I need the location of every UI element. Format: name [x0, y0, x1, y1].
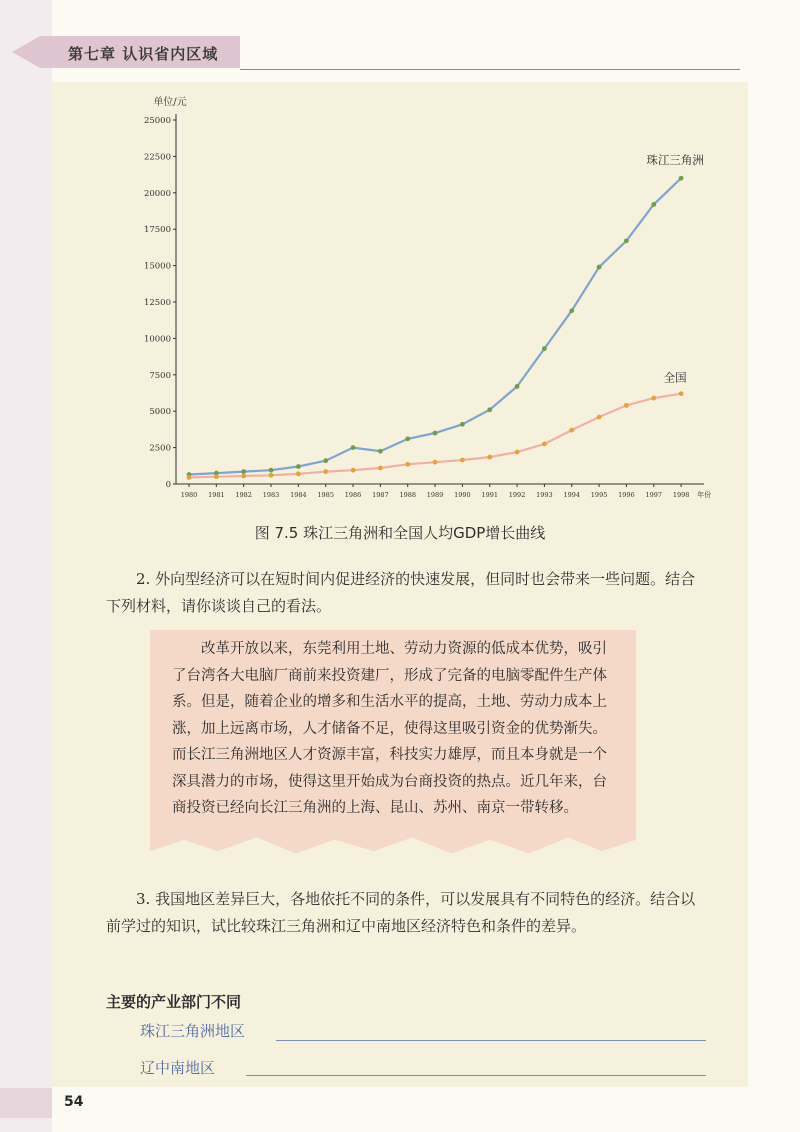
gdp-line-chart — [60, 85, 712, 515]
data-point — [323, 469, 328, 474]
data-point — [378, 449, 383, 454]
question-3-text: 3. 我国地区差异巨大，各地依托不同的条件，可以发展具有不同特色的经济。结合以前学过的知识，试比较珠江三角洲和辽中南地区经济特色和条件的差异。 — [106, 890, 696, 935]
question-2-text: 2. 外向型经济可以在短时间内促进经济的快速发展，但同时也会带来一些问题。结合下列材料，请你谈谈自己的看法。 — [106, 570, 696, 615]
y-tick-label: 10000 — [143, 334, 171, 345]
x-tick-label: 1988 — [399, 491, 416, 499]
x-tick-label: 1986 — [344, 491, 362, 499]
data-point — [433, 431, 438, 436]
data-point — [460, 458, 465, 463]
x-tick-label: 1984 — [290, 491, 307, 499]
y-tick-label: 17500 — [143, 225, 171, 236]
x-tick-label: 1980 — [180, 491, 198, 499]
data-point — [597, 415, 602, 420]
chapter-title: 第七章 认识省内区域 — [68, 45, 219, 63]
data-point — [624, 238, 629, 243]
data-point — [569, 428, 574, 433]
y-tick-label: 12500 — [143, 298, 171, 308]
data-point — [487, 407, 492, 412]
x-tick-label: 1993 — [536, 491, 553, 499]
data-point — [296, 471, 301, 476]
figure-caption: 图 7.5 珠江三角洲和全国人均GDP增长曲线 — [254, 524, 546, 542]
material-text: 改革开放以来，东莞利用土地、劳动力资源的低成本优势，吸引了台湾各大电脑厂商前来投资建厂，形成了完备的电脑零配件生产体系。但是，随着企业的增多和生活水平的提高，土地、劳动力成本上涨，加上远离市场，人才储备不足，使得这里吸引资金的优势渐失。而长江三角洲地区人才资源丰富，科技实力雄厚，而且本身就是一个深具潜力的市场，使得这里开始成为台商投资的热点。近几年来，台商投资已经向长江三角洲的上海、昆山、苏州、南京一带转移。 — [172, 641, 607, 816]
data-point — [569, 308, 574, 313]
y-tick-label: 22500 — [143, 152, 171, 163]
data-point — [269, 468, 274, 473]
left-margin-strip — [0, 0, 52, 1132]
x-tick-label: 1996 — [618, 491, 635, 499]
data-point — [351, 468, 356, 473]
data-point — [487, 455, 492, 460]
answer-row-prd — [140, 1020, 245, 1044]
y-axis-title: 单位/元 — [153, 97, 187, 108]
y-tick-label: 7500 — [149, 370, 171, 381]
x-tick-label: 1992 — [508, 491, 526, 499]
x-tick-label: 1995 — [590, 491, 608, 499]
data-point — [405, 462, 410, 467]
data-point — [679, 176, 684, 181]
section-heading: 主要的产业部门不同 — [106, 993, 242, 1011]
data-point — [405, 436, 410, 441]
series-line-0 — [189, 178, 681, 474]
answer-row-label: 辽中南地区 — [140, 1059, 216, 1077]
page-number: 54 — [64, 1094, 84, 1110]
answer-row-label: 珠江三角洲地区 — [140, 1022, 246, 1040]
data-point — [269, 473, 274, 478]
y-tick-label: 20000 — [143, 188, 171, 199]
answer-line-prd[interactable] — [276, 1040, 706, 1041]
data-point — [515, 384, 520, 389]
data-point — [296, 464, 301, 469]
y-tick-label: 25000 — [143, 116, 171, 126]
data-point — [351, 445, 356, 450]
x-tick-label: 1985 — [317, 491, 334, 499]
data-point — [378, 466, 383, 471]
answer-row-liaozhongnan — [140, 1057, 215, 1081]
x-tick-label: 1997 — [645, 491, 663, 499]
data-point — [214, 474, 219, 479]
data-point — [597, 265, 602, 270]
x-tick-label: 1989 — [426, 491, 444, 499]
y-tick-label: 0 — [165, 480, 171, 490]
header-rule — [240, 69, 740, 70]
data-point — [241, 469, 246, 474]
x-tick-label: 1982 — [235, 491, 252, 499]
data-point — [679, 391, 684, 396]
data-point — [460, 422, 465, 427]
data-point — [515, 450, 520, 455]
y-tick-label: 5000 — [149, 407, 171, 418]
data-point — [323, 458, 328, 463]
series-label: 珠江三角洲 — [646, 153, 704, 168]
x-tick-label: 1994 — [563, 491, 581, 499]
data-point — [433, 460, 438, 465]
y-tick-label: 2500 — [149, 443, 171, 454]
x-tick-label: 1987 — [372, 491, 389, 499]
x-tick-label: 1981 — [208, 491, 225, 499]
data-point — [241, 474, 246, 479]
data-point — [624, 403, 629, 408]
question-3 — [106, 886, 702, 940]
answer-line-liaozhongnan[interactable] — [246, 1075, 706, 1076]
data-point — [187, 475, 192, 480]
x-axis-title: 年份 — [697, 491, 712, 499]
data-point — [651, 396, 656, 401]
data-point — [651, 202, 656, 207]
x-tick-label: 1991 — [481, 491, 499, 499]
series-label: 全国 — [663, 370, 687, 385]
x-tick-label: 1983 — [262, 491, 280, 499]
data-point — [542, 346, 547, 351]
x-tick-label: 1990 — [454, 491, 471, 499]
question-2 — [106, 566, 702, 620]
series-line-1 — [189, 394, 681, 478]
data-point — [542, 442, 547, 447]
page-number-strip — [0, 1088, 52, 1118]
y-tick-label: 15000 — [143, 261, 171, 272]
x-tick-label: 1998 — [672, 491, 690, 499]
